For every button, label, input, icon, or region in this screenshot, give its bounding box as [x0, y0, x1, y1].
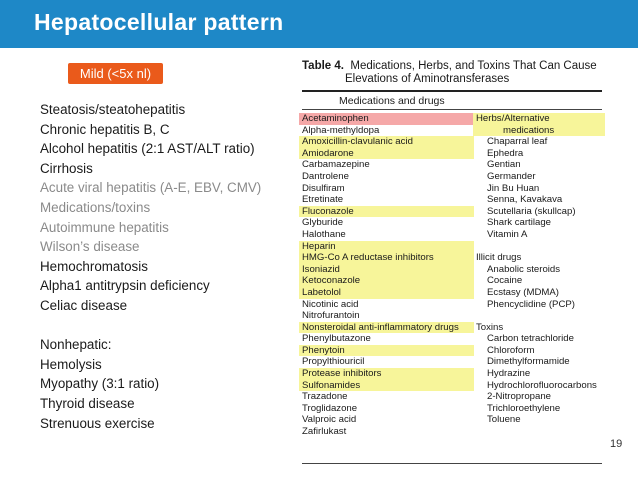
table-cell: Hydrazine [487, 368, 531, 380]
table-cell: Zafirlukast [302, 426, 347, 438]
table-cell [473, 310, 605, 322]
table-subhead: Medications and drugs [339, 95, 445, 107]
cause-item: Celiac disease [40, 297, 128, 313]
nonhepatic-item: Myopathy (3:1 ratio) [40, 376, 160, 392]
table-right-column [473, 113, 605, 426]
table-cell: Fluconazole [299, 206, 474, 218]
table-cell: Troglidazone [302, 402, 358, 414]
table-rule-mid [302, 109, 602, 110]
table-left-column [299, 113, 474, 438]
table-cell: Gentian [487, 159, 521, 171]
table-cell: Vitamin A [487, 228, 528, 240]
table-cell: Dimethylformamide [487, 356, 570, 368]
table-cell: Halothane [302, 228, 346, 240]
table-cell: Phencyclidine (PCP) [487, 298, 575, 310]
table-label: Table 4. [302, 60, 344, 72]
cause-item: Cirrhosis [40, 160, 93, 176]
causes-list [40, 100, 290, 433]
table-cell: Chloroform [487, 344, 535, 356]
cause-item: Chronic hepatitis B, C [40, 121, 170, 137]
table-cell: Trichloroethylene [487, 402, 561, 414]
table-cell: Protease inhibitors [299, 368, 474, 380]
table-rule-bottom [302, 463, 602, 464]
table-cell: Acetaminophen [299, 113, 474, 125]
table-cell: Carbon tetrachloride [487, 333, 574, 345]
cause-item: Hemochromatosis [40, 258, 148, 274]
table-cell: Scutellaria (skullcap) [487, 205, 576, 217]
table-cell: Ephedra [487, 147, 524, 159]
table-cell: Hydrochlorofluorocarbons [487, 379, 597, 391]
nonhepatic-item: Thyroid disease [40, 395, 135, 411]
cause-item: Alcohol hepatitis (2:1 AST/ALT ratio) [40, 141, 255, 157]
table-cell: medications [473, 125, 605, 137]
list-spacer [40, 316, 290, 336]
cause-item: Medications/toxins [40, 199, 151, 215]
table-title-line2: Elevations of Aminotransferases [345, 73, 510, 85]
table-cell: Herbs/Alternative [473, 113, 605, 125]
table-cell: Carbamazepine [302, 159, 370, 171]
page-number: 19 [610, 438, 623, 450]
table-cell: Anabolic steroids [487, 263, 561, 275]
cause-item: Alpha1 antitrypsin deficiency [40, 278, 210, 294]
table-cell: Dantrolene [302, 170, 349, 182]
cause-item: Wilson’s disease [40, 239, 140, 255]
nonhepatic-heading: Nonhepatic: [40, 337, 112, 353]
table-cell: Cocaine [487, 275, 523, 287]
slide-title: Hepatocellular pattern [34, 9, 284, 35]
table-cell: Glyburide [302, 217, 344, 229]
table-cell: Sulfonamides [299, 380, 474, 392]
cause-item: Steatosis/steatohepatitis [40, 102, 186, 117]
table-rule-top [302, 90, 602, 92]
table-cell: Amiodarone [299, 148, 474, 160]
table-cell [473, 241, 605, 253]
table-cell: Shark cartilage [487, 217, 551, 229]
table-cell: Trazadone [302, 391, 348, 403]
nonhepatic-item: Strenuous exercise [40, 415, 155, 431]
table-cell: Nicotinic acid [302, 298, 359, 310]
table-cell: Isoniazid [299, 264, 474, 276]
table-cell: Phenytoin [299, 345, 474, 357]
cause-item: Acute viral hepatitis (A-E, EBV, CMV) [40, 180, 262, 196]
medications-table [295, 60, 605, 465]
table-cell: Nitrofurantoin [302, 310, 360, 322]
table-title-line1: Medications, Herbs, and Toxins That Can Cause [350, 60, 597, 72]
table-cell: Ketoconazole [299, 275, 474, 287]
table-cell: Alpha-methyldopa [302, 124, 380, 136]
severity-badge: Mild (<5x nl) [68, 63, 163, 84]
table-cell: 2-Nitropropane [487, 391, 551, 403]
title-bar [0, 0, 638, 48]
table-cell: Heparin [299, 241, 474, 253]
table-cell: Toxins [476, 321, 504, 333]
table-cell: Etretinate [302, 194, 344, 206]
nonhepatic-item: Hemolysis [40, 356, 102, 372]
table-cell: Nonsteroidal anti-inflammatory drugs [299, 322, 474, 334]
cause-item: Autoimmune hepatitis [40, 219, 169, 235]
table-cell: HMG-Co A reductase inhibitors [299, 252, 474, 264]
table-cell: Senna, Kavakava [487, 194, 563, 206]
table-cell: Phenylbutazone [302, 333, 371, 345]
table-cell: Chaparral leaf [487, 136, 548, 148]
table-cell: Labetolol [299, 287, 474, 299]
table-cell: Propylthiouricil [302, 356, 365, 368]
table-cell: Illicit drugs [476, 252, 522, 264]
table-cell: Disulfiram [302, 182, 345, 194]
table-cell: Germander [487, 170, 536, 182]
table-cell: Ecstasy (MDMA) [487, 286, 559, 298]
table-cell: Amoxicillin-clavulanic acid [299, 136, 474, 148]
table-cell: Valproic acid [302, 414, 357, 426]
table-cell: Toluene [487, 414, 521, 426]
table-title [302, 60, 597, 73]
table-cell: Jin Bu Huan [487, 182, 540, 194]
